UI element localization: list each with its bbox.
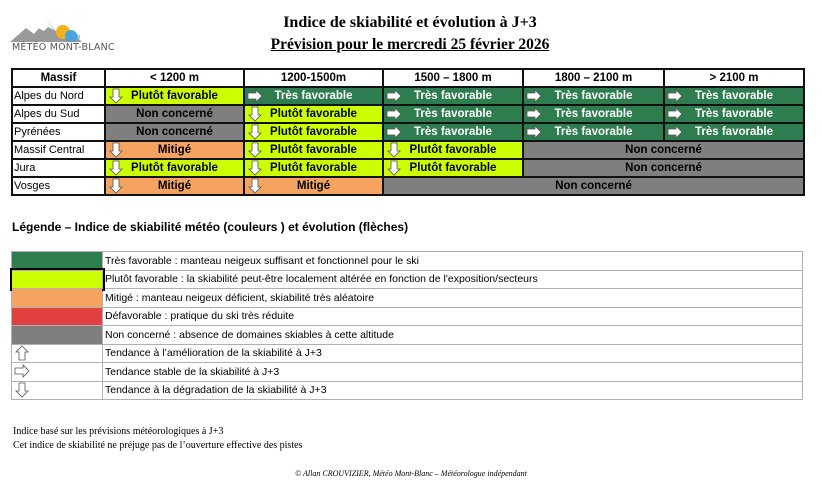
table-row [12,87,804,105]
column-header: 1500 – 1800 m [383,69,523,87]
skiability-label: Très favorable [414,126,492,138]
skiability-table [11,68,805,196]
skiability-cell [383,141,523,159]
skiability-label: Plutôt favorable [409,144,497,156]
arrow-down-icon [108,160,124,176]
massif-name: Alpes du Nord [12,87,105,105]
column-header: > 2100 m [664,69,804,87]
legend-text: Tendance à l’amélioration de la skiabilité à J+3 [103,344,803,363]
skiability-cell [105,177,244,195]
legend-text: Mitigé : manteau neigeux déficient, skiabilité très aléatoire [103,289,803,308]
note-line: Cet indice de skiabilité ne préjuge pas de l’ouverture effective des pistes [13,440,303,451]
arrow-down-icon [247,178,263,194]
skiability-label: Très favorable [695,108,773,120]
table-row [12,159,804,177]
table-row [12,177,804,195]
skiability-cell [244,123,383,141]
arrow-down-icon [247,160,263,176]
arrow-right-icon [667,88,683,104]
page-subtitle: Prévision pour le mercredi 25 février 2026 [270,36,550,53]
column-header: < 1200 m [105,69,244,87]
skiability-label: Très favorable [414,108,492,120]
legend-swatch [12,289,103,308]
table-row [12,105,804,123]
skiability-cell [523,159,804,177]
legend-text: Tendance à la dégradation de la skiabilité à J+3 [103,381,803,400]
skiability-cell [383,105,523,123]
skiability-label: Non concerné [136,126,213,138]
skiability-label: Mitigé [157,144,192,156]
legend-title: Légende – Indice de skiabilité météo (couleurs ) et évolution (flèches) [12,220,409,234]
skiability-cell [244,141,383,159]
skiability-label: Très favorable [554,126,633,138]
legend-swatch [12,252,103,271]
skiability-label: Mitigé [157,180,192,192]
skiability-cell [523,105,664,123]
table-row [12,141,804,159]
arrow-right-icon [247,88,263,104]
arrow-right-icon [667,106,683,122]
skiability-label: Plutôt favorable [270,144,357,156]
skiability-label: Très favorable [554,108,633,120]
skiability-cell [523,123,664,141]
column-header: Massif [12,69,105,87]
legend-text: Défavorable : pratique du ski très réduite [103,307,803,326]
legend-text: Très favorable : manteau neigeux suffisant et fonctionnel pour le ski [103,252,803,271]
skiability-label: Plutôt favorable [270,162,357,174]
skiability-label: Non concerné [136,108,213,120]
skiability-cell [105,87,244,105]
skiability-cell [523,87,664,105]
skiability-cell [383,123,523,141]
arrow-down-icon [386,142,402,158]
arrow-right-icon [526,106,542,122]
legend-arrow [12,381,103,400]
skiability-label: Très favorable [695,90,773,102]
legend-text: Non concerné : absence de domaines skiables à cette altitude [103,326,803,345]
legend-row [12,344,803,363]
skiability-label: Mitigé [296,180,331,192]
massif-name: Vosges [12,177,105,195]
skiability-label: Non concerné [625,144,702,156]
massif-name: Massif Central [12,141,105,159]
arrow-down-icon [108,142,124,158]
arrow-up-icon [14,345,30,361]
legend-arrow [12,344,103,363]
skiability-cell [105,105,244,123]
skiability-cell [523,141,804,159]
skiability-cell [383,87,523,105]
legend-arrow [12,363,103,382]
legend-row [12,252,803,271]
arrow-right-icon [526,124,542,140]
arrow-down-icon [247,106,263,122]
skiability-label: Plutôt favorable [131,162,218,174]
legend-row [12,381,803,400]
skiability-cell [244,87,383,105]
skiability-label: Très favorable [554,90,633,102]
skiability-cell [664,123,804,141]
arrow-right-icon [667,124,683,140]
skiability-label: Plutôt favorable [270,108,357,120]
skiability-label: Très favorable [695,126,773,138]
skiability-cell [105,159,244,177]
legend-text: Tendance stable de la skiabilité à J+3 [103,363,803,382]
legend-row [12,363,803,382]
skiability-cell [244,177,383,195]
skiability-cell [244,105,383,123]
arrow-down-icon [247,124,263,140]
note-line: Indice basé sur les prévisions météorologiques à J+3 [13,426,224,437]
notes [13,425,302,453]
skiability-cell [244,159,383,177]
copyright: © Allan CROUVIZIER, Météo Mont-Blanc – Météorologue indépendant [295,469,527,478]
massif-name: Jura [12,159,105,177]
arrow-right-icon [386,106,402,122]
logo-text: MÉTÉO MONT-BLANC [12,42,115,53]
column-header: 1800 – 2100 m [523,69,664,87]
arrow-down-icon [108,178,124,194]
skiability-label: Plutôt favorable [409,162,497,174]
skiability-cell [105,141,244,159]
skiability-cell [383,159,523,177]
skiability-cell [664,87,804,105]
column-header: 1200-1500m [244,69,383,87]
skiability-cell [105,123,244,141]
skiability-label: Très favorable [414,90,492,102]
skiability-label: Non concerné [555,180,632,192]
arrow-right-icon [526,88,542,104]
page-title: Indice de skiabilité et évolution à J+3 [283,14,537,31]
legend-row [12,270,803,289]
massif-name: Pyrénées [12,123,105,141]
table-header-row [12,69,804,87]
svg-text:✻: ✻ [74,33,81,42]
skiability-label: Plutôt favorable [131,90,218,102]
legend-row [12,326,803,345]
arrow-down-icon [247,142,263,158]
legend-swatch [12,307,103,326]
legend-swatch [12,326,103,345]
arrow-down-icon [108,88,124,104]
table-row [12,123,804,141]
legend-table [11,251,803,400]
massif-name: Alpes du Sud [12,105,105,123]
skiability-label: Non concerné [625,162,702,174]
arrow-right-icon [386,124,402,140]
skiability-label: Très favorable [274,90,353,102]
skiability-cell [383,177,804,195]
arrow-right-icon [14,363,30,379]
arrow-down-icon [14,382,30,398]
legend-swatch [12,270,103,289]
skiability-label: Plutôt favorable [270,126,357,138]
legend-row [12,289,803,308]
legend-text: Plutôt favorable : la skiabilité peut-être localement altérée en fonction de l'exposition/secteurs [103,270,803,289]
arrow-down-icon [386,160,402,176]
skiability-cell [664,105,804,123]
arrow-right-icon [386,88,402,104]
legend-row [12,307,803,326]
